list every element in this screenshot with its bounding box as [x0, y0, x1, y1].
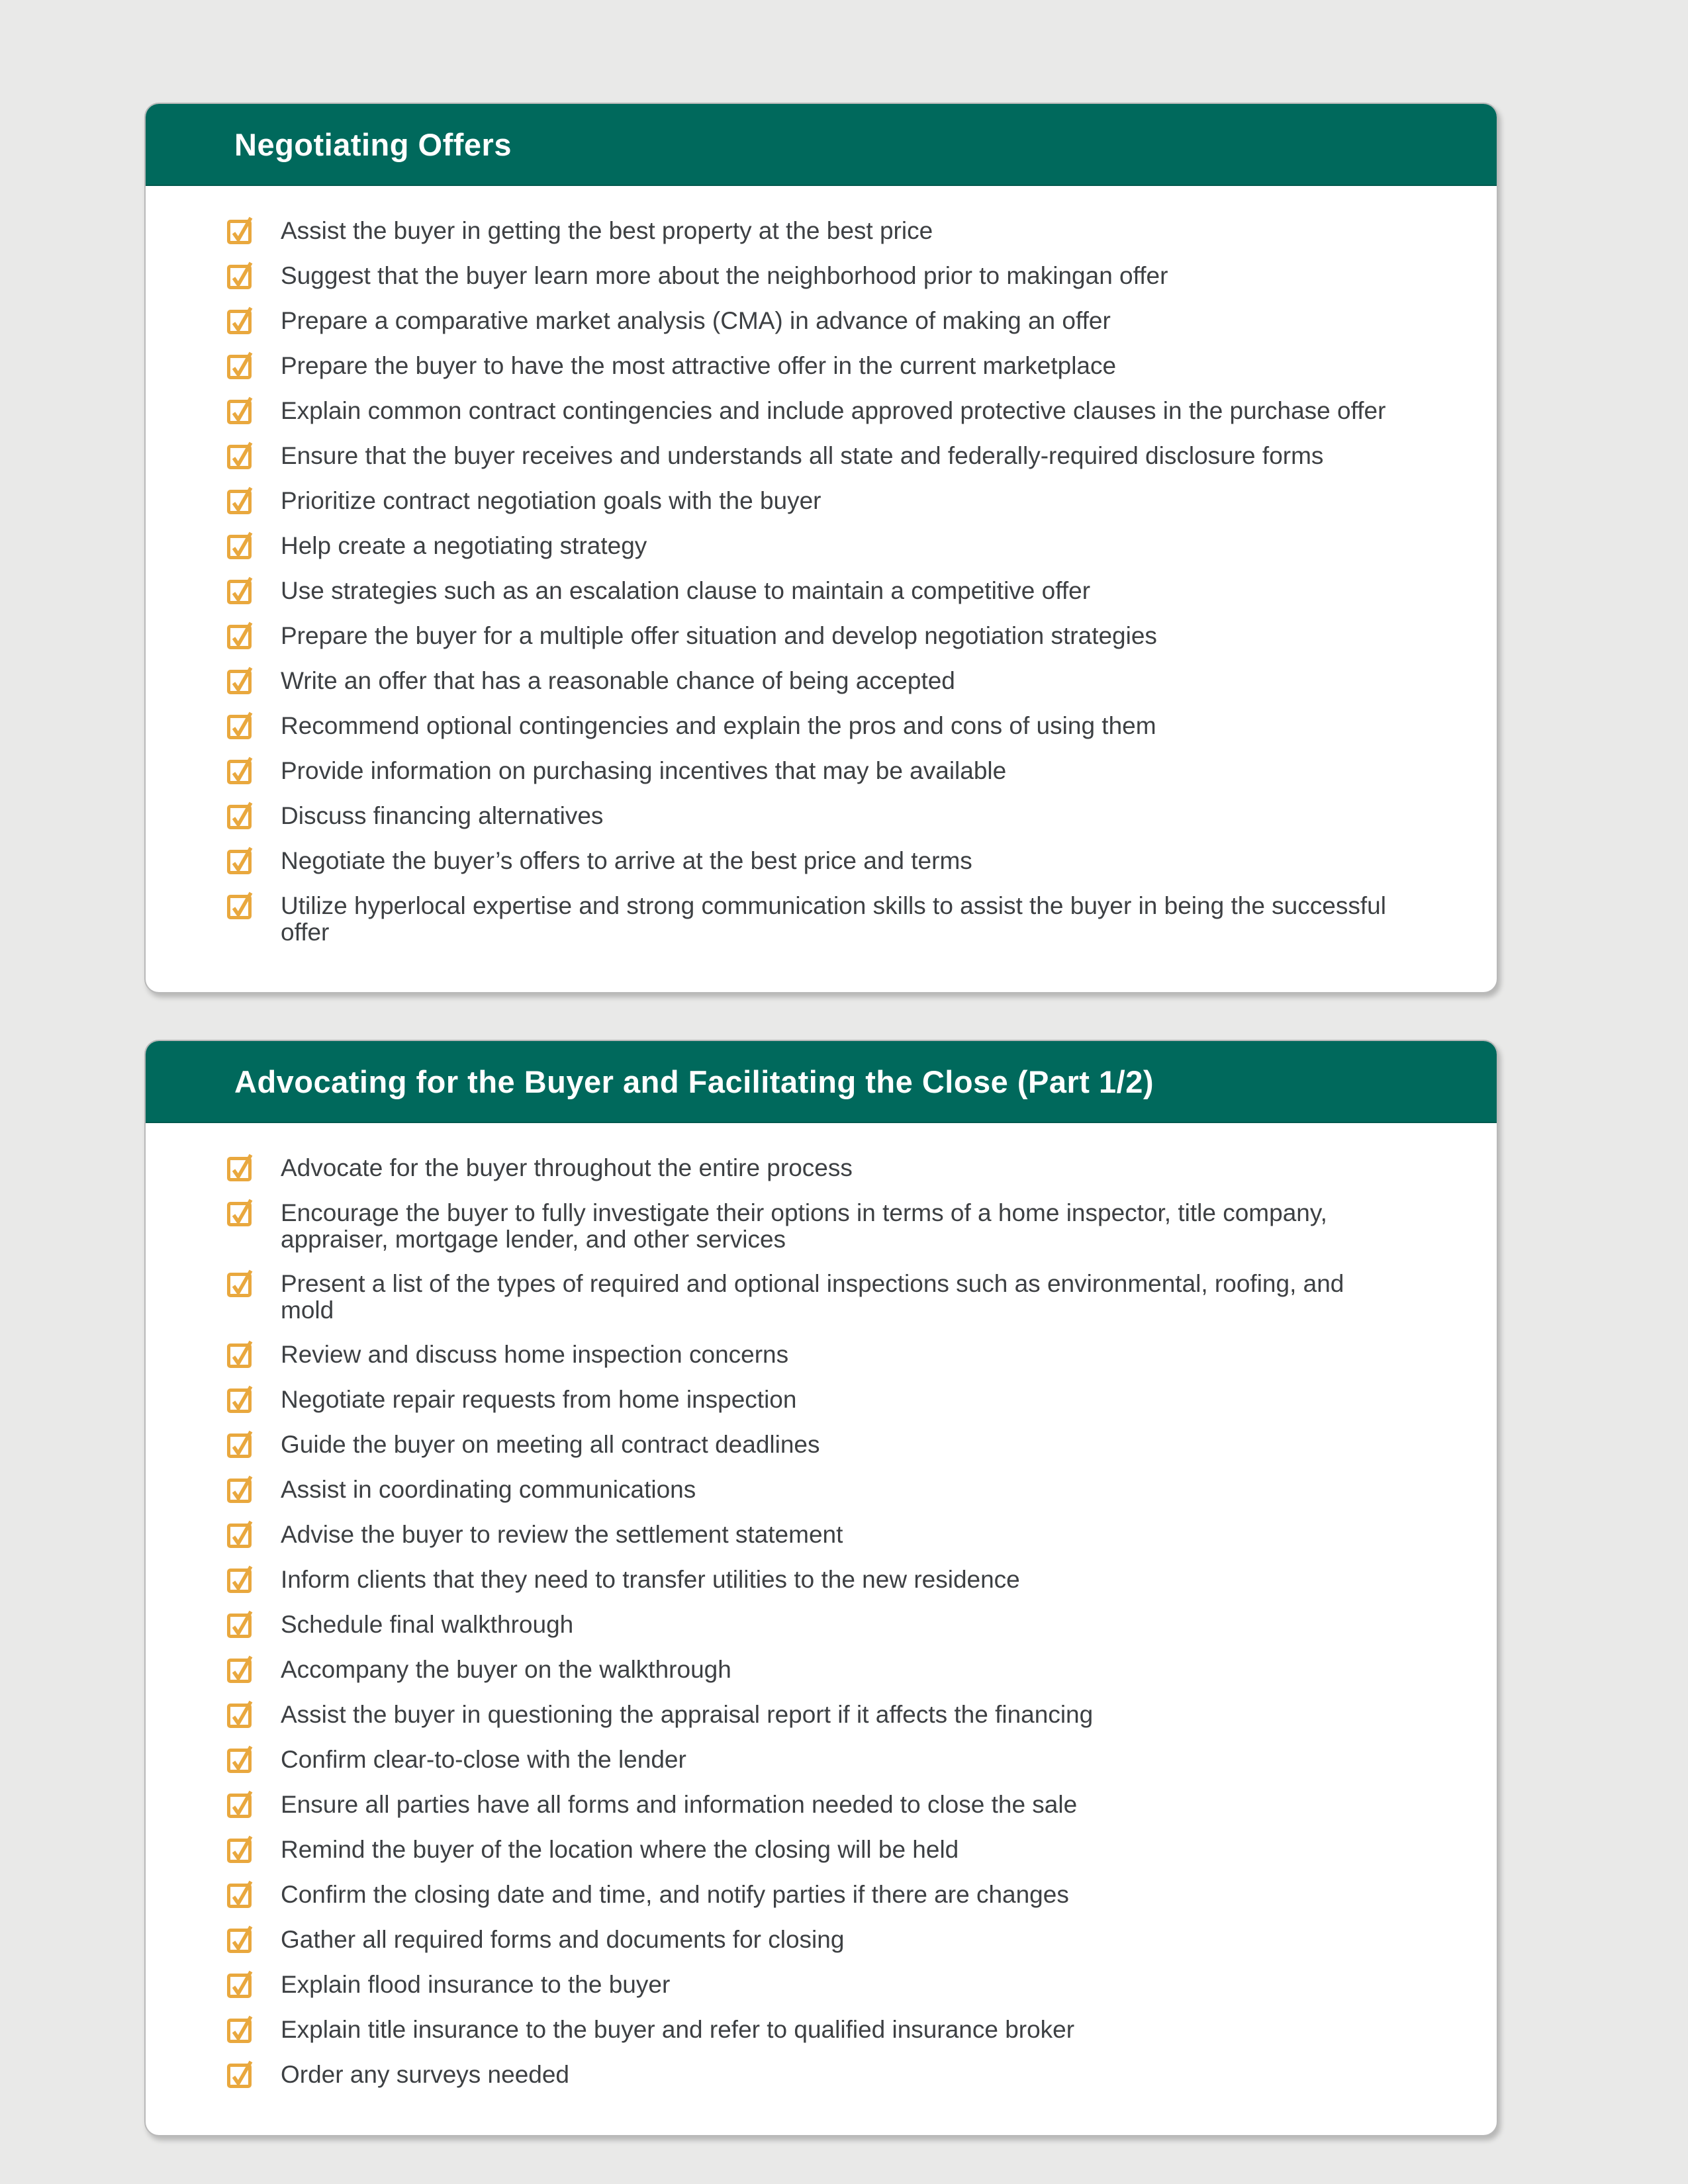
- checklist-item: [226, 623, 1391, 650]
- checked-checkbox-icon[interactable]: [226, 619, 254, 650]
- checklist: [146, 1123, 1497, 2135]
- checklist-item: [226, 578, 1391, 605]
- checked-checkbox-icon[interactable]: [226, 889, 254, 920]
- card-negotiating-offers: [144, 103, 1498, 993]
- checked-checkbox-icon[interactable]: [226, 1428, 254, 1459]
- card-title: Advocating for the Buyer and Facilitating the Close (Part 1/2): [234, 1064, 1154, 1099]
- checklist-item-label: Ensure all parties have all forms and information needed to close the sale: [281, 1791, 1078, 1818]
- checklist-item-label: Assist the buyer in getting the best property at the best price: [281, 217, 933, 244]
- checked-checkbox-icon[interactable]: [226, 754, 254, 785]
- checklist-item-label: Inform clients that they need to transfer utilities to the new residence: [281, 1566, 1020, 1593]
- checked-checkbox-icon[interactable]: [226, 1878, 254, 1909]
- checklist-item: [226, 1702, 1391, 1729]
- checked-checkbox-icon[interactable]: [226, 529, 254, 560]
- checklist-item: [226, 1387, 1391, 1414]
- checklist-item-label: Assist the buyer in questioning the appraisal report if it affects the financing: [281, 1701, 1094, 1728]
- checklist-item-label: Prepare the buyer for a multiple offer situation and develop negotiation strategies: [281, 622, 1157, 649]
- checklist-item: [226, 1792, 1391, 1819]
- checked-checkbox-icon[interactable]: [226, 1267, 254, 1298]
- checklist-item: [226, 1155, 1391, 1182]
- checked-checkbox-icon[interactable]: [226, 1653, 254, 1684]
- checked-checkbox-icon[interactable]: [226, 1788, 254, 1819]
- checked-checkbox-icon[interactable]: [226, 349, 254, 380]
- checked-checkbox-icon[interactable]: [226, 844, 254, 875]
- checked-checkbox-icon[interactable]: [226, 484, 254, 515]
- checklist-item: [226, 758, 1391, 785]
- checklist-item: [226, 1837, 1391, 1864]
- checked-checkbox-icon[interactable]: [226, 214, 254, 245]
- checklist-item-label: Help create a negotiating strategy: [281, 532, 647, 559]
- checklist-item: [226, 353, 1391, 380]
- checked-checkbox-icon[interactable]: [226, 1743, 254, 1774]
- checklist-item-label: Negotiate repair requests from home inspection: [281, 1386, 797, 1413]
- checklist-item: [226, 713, 1391, 740]
- checklist-item-label: Present a list of the types of required and optional inspections such as environmental, roofing, and mold: [281, 1270, 1344, 1324]
- checked-checkbox-icon[interactable]: [226, 1152, 254, 1182]
- checked-checkbox-icon[interactable]: [226, 1968, 254, 1999]
- checklist-item: [226, 1747, 1391, 1774]
- checklist-item-label: Schedule final walkthrough: [281, 1611, 574, 1638]
- checklist-item: [226, 1612, 1391, 1639]
- checklist-item: [226, 1972, 1391, 1999]
- card-advocating-for-buyer: [144, 1040, 1498, 2136]
- checked-checkbox-icon[interactable]: [226, 664, 254, 695]
- checklist-item-label: Confirm the closing date and time, and notify parties if there are changes: [281, 1881, 1069, 1908]
- checklist-item-label: Prioritize contract negotiation goals with the buyer: [281, 487, 821, 514]
- checklist-item-label: Explain title insurance to the buyer and refer to qualified insurance broker: [281, 2016, 1075, 2043]
- checked-checkbox-icon[interactable]: [226, 1383, 254, 1414]
- checklist: [146, 186, 1497, 992]
- checklist-item: [226, 893, 1391, 946]
- checklist-item: [226, 533, 1391, 560]
- checklist-item-label: Order any surveys needed: [281, 2061, 570, 2088]
- checklist-item: [226, 443, 1391, 470]
- checklist-item: [226, 1200, 1391, 1253]
- checklist-item: [226, 263, 1391, 290]
- checklist-item: [226, 1522, 1391, 1549]
- checklist-item: [226, 488, 1391, 515]
- checked-checkbox-icon[interactable]: [226, 259, 254, 290]
- checked-checkbox-icon[interactable]: [226, 1338, 254, 1369]
- checked-checkbox-icon[interactable]: [226, 1923, 254, 1954]
- checklist-item-label: Gather all required forms and documents for closing: [281, 1926, 845, 1953]
- checklist-item: [226, 308, 1391, 335]
- checklist-item-label: Confirm clear-to-close with the lender: [281, 1746, 686, 1773]
- checklist-item-label: Recommend optional contingencies and explain the pros and cons of using them: [281, 712, 1156, 739]
- checked-checkbox-icon[interactable]: [226, 709, 254, 740]
- checklist-item: [226, 398, 1391, 425]
- checklist-item: [226, 1432, 1391, 1459]
- card-header: [146, 1041, 1497, 1123]
- checked-checkbox-icon[interactable]: [226, 304, 254, 335]
- checklist-item: [226, 1882, 1391, 1909]
- checklist-item: [226, 2062, 1391, 2089]
- checked-checkbox-icon[interactable]: [226, 1563, 254, 1594]
- checklist-item-label: Suggest that the buyer learn more about the neighborhood prior to makingan offer: [281, 262, 1168, 289]
- checklist-item-label: Advise the buyer to review the settlement statement: [281, 1521, 843, 1548]
- checklist-item: [226, 1342, 1391, 1369]
- checked-checkbox-icon[interactable]: [226, 394, 254, 425]
- card-title: Negotiating Offers: [234, 126, 512, 162]
- checked-checkbox-icon[interactable]: [226, 439, 254, 470]
- checklist-item-label: Accompany the buyer on the walkthrough: [281, 1656, 731, 1683]
- checklist-item-label: Negotiate the buyer’s offers to arrive at the best price and terms: [281, 847, 972, 874]
- checked-checkbox-icon[interactable]: [226, 1698, 254, 1729]
- checklist-item: [226, 803, 1391, 830]
- card-header: [146, 104, 1497, 186]
- checked-checkbox-icon[interactable]: [226, 2058, 254, 2089]
- checklist-item: [226, 848, 1391, 875]
- checked-checkbox-icon[interactable]: [226, 1833, 254, 1864]
- checklist-item: [226, 1477, 1391, 1504]
- checklist-item-label: Encourage the buyer to fully investigate their options in terms of a home inspector, title company, appraiser, mortgage lender, and other services: [281, 1199, 1327, 1253]
- checklist-item-label: Write an offer that has a reasonable chance of being accepted: [281, 667, 955, 694]
- checklist-item-label: Advocate for the buyer throughout the entire process: [281, 1154, 853, 1181]
- checklist-item-label: Prepare a comparative market analysis (CMA) in advance of making an offer: [281, 307, 1111, 334]
- checklist-item: [226, 2017, 1391, 2044]
- checklist-item: [226, 1271, 1391, 1324]
- checklist-item: [226, 218, 1391, 245]
- checklist-item: [226, 668, 1391, 695]
- checked-checkbox-icon[interactable]: [226, 1473, 254, 1504]
- checklist-item-label: Review and discuss home inspection concerns: [281, 1341, 789, 1368]
- checklist-page: [144, 103, 1498, 2136]
- checked-checkbox-icon[interactable]: [226, 2013, 254, 2044]
- checklist-item-label: Provide information on purchasing incentives that may be available: [281, 757, 1007, 784]
- checklist-item-label: Remind the buyer of the location where the closing will be held: [281, 1836, 959, 1863]
- checklist-item-label: Explain flood insurance to the buyer: [281, 1971, 671, 1998]
- checked-checkbox-icon[interactable]: [226, 799, 254, 830]
- checklist-item: [226, 1657, 1391, 1684]
- checked-checkbox-icon[interactable]: [226, 574, 254, 605]
- checklist-item-label: Guide the buyer on meeting all contract deadlines: [281, 1431, 820, 1458]
- checklist-item-label: Prepare the buyer to have the most attractive offer in the current marketplace: [281, 352, 1117, 379]
- checked-checkbox-icon[interactable]: [226, 1608, 254, 1639]
- checklist-item-label: Discuss financing alternatives: [281, 802, 604, 829]
- checklist-item-label: Ensure that the buyer receives and understands all state and federally-required disclosure forms: [281, 442, 1324, 469]
- checklist-item: [226, 1567, 1391, 1594]
- checklist-item-label: Utilize hyperlocal expertise and strong communication skills to assist the buyer in being the successful offer: [281, 892, 1386, 946]
- checklist-item-label: Use strategies such as an escalation clause to maintain a competitive offer: [281, 577, 1091, 604]
- checked-checkbox-icon[interactable]: [226, 1197, 254, 1227]
- checklist-item-label: Assist in coordinating communications: [281, 1476, 696, 1503]
- checked-checkbox-icon[interactable]: [226, 1518, 254, 1549]
- checklist-item: [226, 1927, 1391, 1954]
- checklist-item-label: Explain common contract contingencies and include approved protective clauses in the purchase offer: [281, 397, 1386, 424]
